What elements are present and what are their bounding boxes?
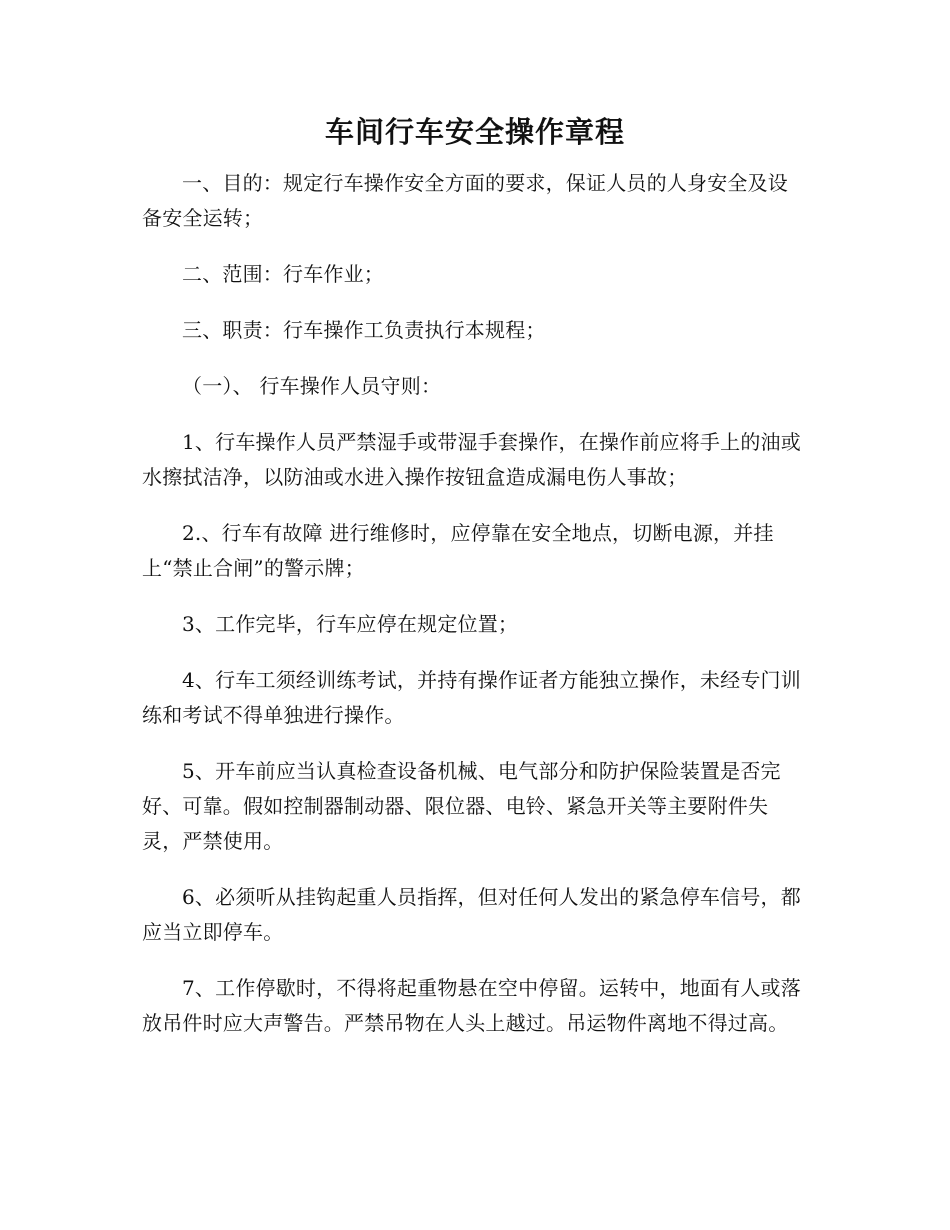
rule-item-5: 5、开车前应当认真检查设备机械、电气部分和防护保险装置是否完好、可靠。假如控制器制动器、限位器、电铃、紧急开关等主要附件失灵，严禁使用。 (142, 759, 781, 853)
rule-item-7: 7、工作停歇时，不得将起重物悬在空中停留。运转中，地面有人或落放吊件时应大声警告。严禁吊物在人头上越过。吊运物件离地不得过高。 (142, 976, 801, 1035)
document-body (142, 166, 806, 1062)
rule-item-6: 6、必须听从挂钩起重人员指挥，但对任何人发出的紧急停车信号，都应当立即停车。 (142, 885, 801, 944)
rule-item-1: 1、行车操作人员严禁湿手或带湿手套操作，在操作前应将手上的油或水擦拭洁净，以防油或水进入操作按钮盒造成漏电伤人事故； (142, 430, 801, 489)
document-title: 车间行车安全操作章程 (324, 115, 625, 149)
rule-item-4: 4、行车工须经训练考试，并持有操作证者方能独立操作，未经专门训练和考试不得单独进行操作。 (142, 668, 801, 727)
rule-item-3: 3、工作完毕，行车应停在规定位置； (182, 612, 519, 636)
paragraph-purpose: 一、目的：规定行车操作安全方面的要求，保证人员的人身安全及设备安全运转； (142, 171, 788, 230)
rule-item-2: 2.、行车有故障 进行维修时，应停靠在安全地点，切断电源，并挂上“禁止合闸”的警示牌； (142, 521, 774, 580)
paragraph-responsibility: 三、职责：行车操作工负责执行本规程； (182, 318, 546, 342)
section-heading-operator-rules: （一）、 行车操作人员守则： (182, 374, 442, 398)
paragraph-scope: 二、范围：行车作业； (182, 262, 384, 286)
